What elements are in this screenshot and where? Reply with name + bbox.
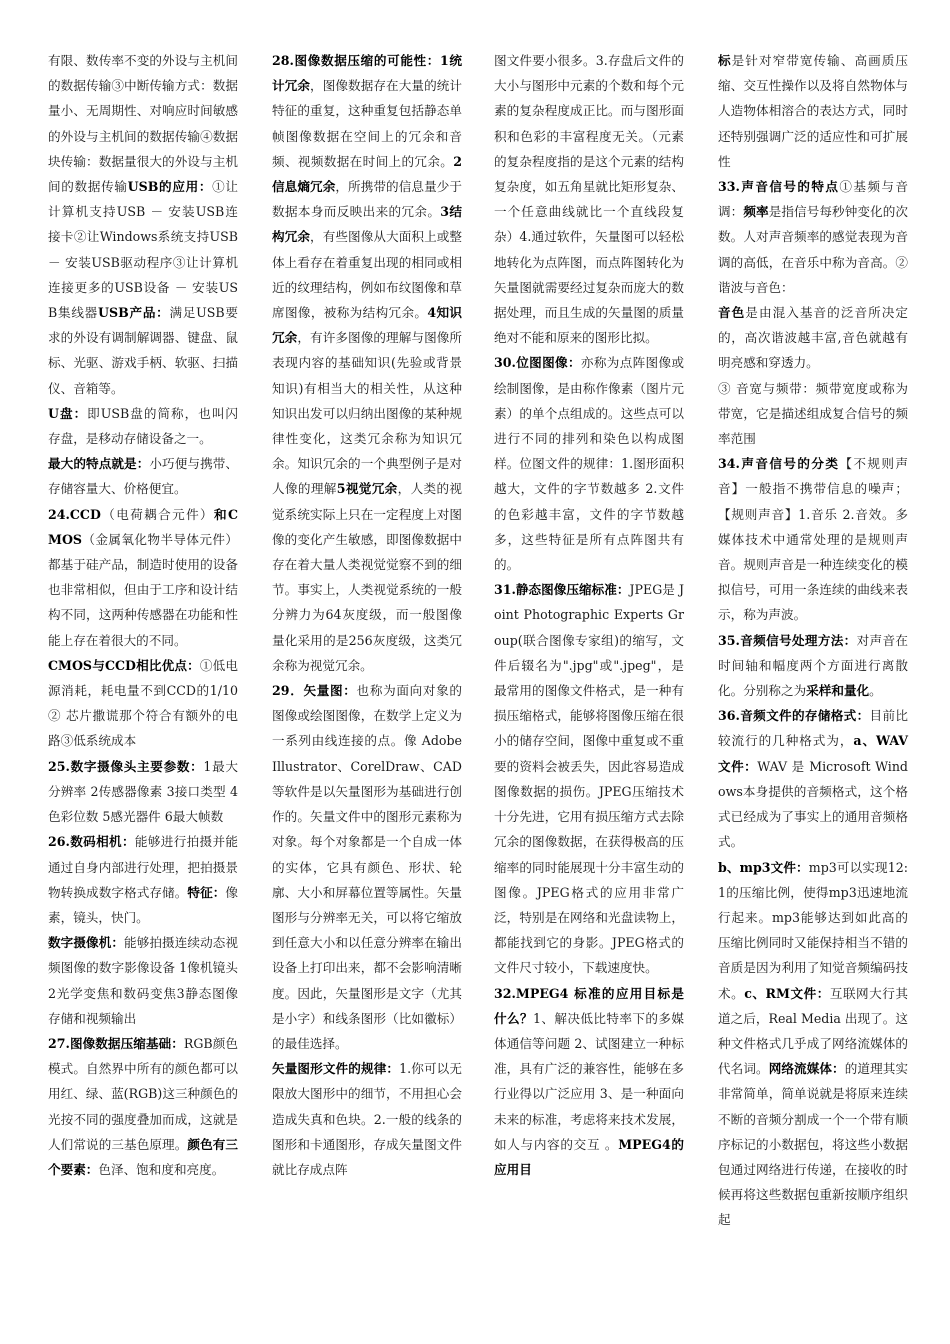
document-page (48, 48, 910, 1328)
paragraph: 标是针对窄带宽传输、高画质压缩、交互性操作以及将自然物体与人造物体相溶合的表达方式，同时还特别强调广泛的适应性和可扩展性 (718, 53, 909, 169)
paragraph: 音色是由混入基音的泛音所决定的，高次谐波越丰富,音色就越有明亮感和穿透力。 (718, 305, 909, 371)
paragraph: U盘：即USB盘的简称，也叫闪存盘，是移动存储设备之一。 (48, 405, 238, 447)
section-25: 25.数字摄像头主要参数：1最大分辨率 2传感器像素 3接口类型 4色彩位数 5感光器件 6最大帧数 (48, 758, 238, 825)
paragraph: b、mp3文件：mp3可以实现12:1的压缩比例，使得mp3迅速地流行起来。mp3能够达到如此高的压缩比例同时又能保持相当不错的音质是因为利用了知觉音频编码技术。c、RM文件：互联网大行其道之后，Real Media 出现了。这种文件格式几乎成了网络流媒体的代名词。网络流媒体：的道理其实非常简单，简单说就是将原来连续不断的音频分割成一个一个带有顺序标记的小数据包，将这些小数据包通过网络进行传递，在接收的时候再将这些数据包重新按顺序组织起 (718, 859, 909, 1228)
section-29: 29．矢量图：也称为面向对象的图像或绘图图像，在数学上定义为一系列由线连接的点。像 Adobe Illustrator、CorelDraw、CAD等软件是以矢量图形为基础进行创作的。矢量文件中的图形元素称为对象。每个对象都是一个自成一体的实体，它具有颜色、形状、轮廓、大小和屏幕位置等属性。矢量图形与分辨率无关，可以将它缩放到任意大小和以任意分辨率在输出设备上打印出来，都不会影响清晰度。因此，矢量图形是文字（尤其是小字）和线条图形（比如徽标）的最佳选择。 (272, 683, 463, 1051)
section-34: 34.声音信号的分类【不规则声音】一般指不携带信息的噪声；【规则声音】1.音乐 2.音效。多媒体技术中通常处理的是规则声音。规则声音是一种连续变化的模拟信号，可用一条连续的曲线来表示，称为声波。 (718, 456, 908, 623)
section-24: 24.CCD（电荷耦合元件）和CMOS（金属氧化物半导体元件）都基于硅产品，制造时使用的设备也非常相似，但由于工序和设计结构不同，这两种传感器在功能和性能上存在着很大的不同。 (48, 506, 239, 648)
column-1 (48, 48, 238, 1182)
paragraph: 有限、数传率不变的外设与主机间的数据传输③中断传输方式：数据量小、无周期性、对响应时间敏感的外设与主机间的数据传输④数据块传输：数据量很大的外设与主机间的数据传输USB的应用：①让计算机支持USB － 安装USB连接卡②让Windows系统支持USB － 安装USB驱动程序③让计算机连接更多的USB设备 － 安装USB集线器USB产品：满足USB要求的外设有调制解调器、键盘、鼠标、光驱、游戏手柄、软驱、扫描仪、音箱等。 (48, 53, 239, 396)
paragraph: ③ 音宽与频带：频带宽度或称为带宽，它是描述组成复合信号的频率范围 (718, 380, 908, 447)
section-26: 26.数码相机：能够进行拍摄并能通过自身内部进行处理，把拍摄景物转换成数字格式存储。特征：像素，镜头，快门。 (48, 834, 239, 925)
column-2 (272, 48, 462, 1182)
section-32: 32.MPEG4 标准的应用目标是什么？1、解决低比特率下的多媒体通信等问题 2、试图建立一种标准，具有广泛的兼容性，能够在多行业得以广泛应用 3、是一种面向未来的标准，考虑将来技术发展，如人与内容的交互 。MPEG4的应用目 (494, 985, 685, 1177)
section-28: 28.图像数据压缩的可能性：1统计冗余，图像数据存在大量的统计特征的重复，这种重复包括静态单帧图像数据在空间上的冗余和音频、视频数据在时间上的冗余。2信息熵冗余，所携带的信息量少于数据本身而反映出来的冗余。3结构冗余，有些图像从大面积上或整体上看存在着重复出现的相同或相近的纹理结构，例如布纹图像和草席图像，被称为结构冗余。4知识冗余，有许多图像的理解与图像所表现内容的基础知识(先验或背景知识)有相当大的相关性，从这种知识出发可以归纳出图像的某种规律性变化，这类冗余称为知识冗余。知识冗余的一个典型例子是对人像的理解5视觉冗余，人类的视觉系统实际上只在一定程度上对图像的变化产生敏感，即图像数据中存在着大量人类视觉觉察不到的细节。事实上，人类视觉系统的一般分辨力为64灰度级，而一般图像量化采用的是256灰度级，这类冗余称为视觉冗余。 (272, 53, 463, 673)
paragraph: 图文件要小很多。3.存盘后文件的大小与图形中元素的个数和每个元素的复杂程度成正比。而与图形面积和色彩的丰富程度无关。（元素的复杂程度指的是这个元素的结构复杂度，如五角星就比矩形复杂、一个任意曲线就比一个直线段复杂）4.通过软件，矢量图可以轻松地转化为点阵图，而点阵图转化为矢量图就需要经过复杂而庞大的数据处理，而且生成的矢量图的质量绝对不能和原来的图形比拟。 (494, 53, 684, 346)
paragraph: CMOS与CCD相比优点：①低电源消耗，耗电量不到CCD的1/10② 芯片撒谎那个符合有额外的电路③低系统成本 (48, 657, 239, 749)
section-36: 36.音频文件的存储格式：目前比较流行的几种格式为，a、WAV 文件：WAV 是 Microsoft Windows本身提供的音频格式，这个格式已经成为了事实上的通用音频格式。 (718, 708, 908, 850)
paragraph: 矢量图形文件的规律：1.你可以无限放大图形中的细节，不用担心会造成失真和色块。2.一般的线条的图形和卡通图形，存成矢量图文件就比存成点阵 (272, 1061, 462, 1177)
section-27: 27.图像数据压缩基础：RGB颜色模式。自然界中所有的颜色都可以用红、绿、蓝(RGB)这三种颜色的光按不同的强度叠加而成，这就是人们常说的三基色原理。颜色有三个要素：色泽、饱和度和亮度。 (48, 1035, 238, 1177)
section-31: 31.静态图像压缩标准：JPEG是 Joint Photographic Experts Group(联合图像专家组)的缩写，文件后辍名为".jpg"或".jpeg"，是最常用的图像文件格式，是一种有损压缩格式，能够将图像压缩在很小的储存空间，图像中重复或不重要的资料会被丢失，因此容易造成图像数据的损伤。JPEG压缩技术十分先进，它用有损压缩方式去除冗余的图像数据，在获得极高的压缩率的同时能展现十分丰富生动的图像。JPEG格式的应用非常广泛，特别是在网络和光盘读物上，都能找到它的身影。JPEG格式的文件尺寸较小，下载速度快。 (494, 582, 684, 976)
section-33: 33.声音信号的特点①基频与音调：频率是指信号每秒钟变化的次数。人对声音频率的感觉表现为音调的高低，在音乐中称为音高。②谐波与音色： (718, 179, 908, 295)
paragraph: 数字摄像机：能够拍摄连续动态视频图像的数字影像设备 1像机镜头2光学变焦和数码变焦3静态图像存储和视频输出 (48, 935, 238, 1026)
section-35: 35.音频信号处理方法：对声音在时间轴和幅度两个方面进行离散化。分别称之为采样和量化。 (718, 632, 908, 699)
paragraph: 最大的特点就是：小巧便与携带、存储容量大、价格便宜。 (48, 456, 238, 497)
column-4 (718, 48, 908, 1233)
section-30: 30.位图图像：亦称为点阵图像或绘制图像，是由称作像素（图片元素）的单个点组成的。这些点可以进行不同的排列和染色以构成图样。位图文件的规律：1.图形面积越大，文件的字节数越多 2.文件的色彩越丰富，文件的字节数越多，这些特征是所有点阵图共有的。 (494, 355, 685, 573)
column-3 (494, 48, 684, 1182)
